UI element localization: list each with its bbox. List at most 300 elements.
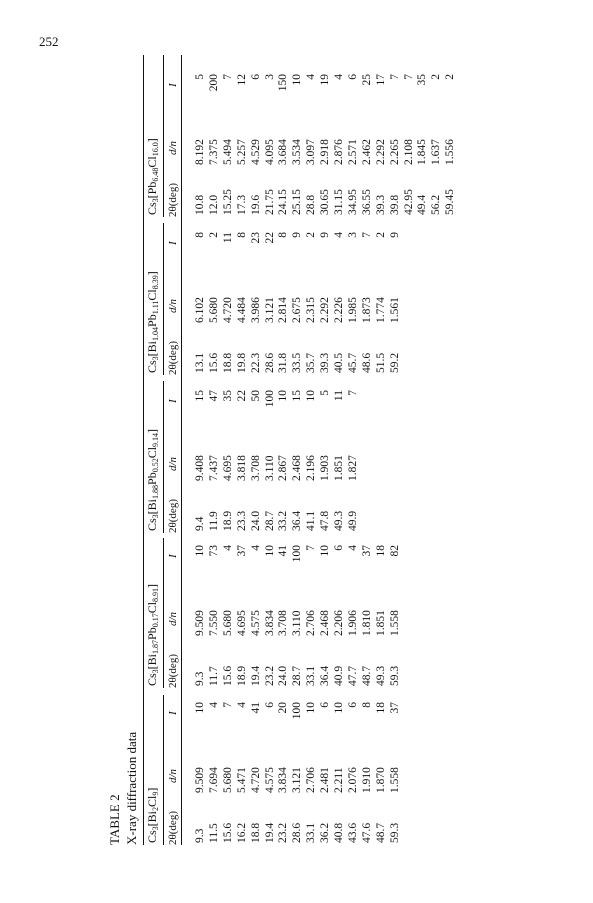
cell-d-spacing: 2.675 — [291, 297, 304, 323]
cell-two-theta: 28.6 — [291, 822, 304, 843]
cell-two-theta: 13.1 — [194, 352, 206, 373]
cell-d-spacing: 1.903 — [319, 455, 332, 481]
cell-intensity: 2 — [305, 232, 318, 238]
col-header-two-theta: 2θ(deg) — [167, 183, 179, 217]
cell-intensity: 4 — [249, 545, 262, 551]
cell-two-theta: 59.2 — [388, 352, 401, 373]
cell-two-theta: 33.1 — [305, 822, 318, 843]
cell-two-theta: 49.3 — [333, 510, 345, 531]
cell-two-theta: 18.9 — [221, 510, 234, 531]
formula-base: Cs — [145, 202, 159, 215]
cell-two-theta: 10.8 — [194, 194, 206, 215]
col-header-two-theta: 2θ(deg) — [167, 654, 179, 688]
formula-element: [Bi — [145, 340, 159, 357]
cell-intensity: 4 — [207, 702, 220, 708]
formula-base: Cs — [145, 360, 159, 373]
cell-intensity: 11 — [221, 232, 234, 244]
cell-d-spacing: 5.680 — [207, 297, 220, 323]
formula-subscript: 9 — [151, 791, 160, 796]
cell-two-theta: 11.9 — [207, 511, 220, 531]
cell-d-spacing: 1.774 — [374, 297, 387, 323]
formula-element: Cl — [145, 795, 159, 807]
cell-intensity: 7 — [305, 545, 318, 551]
cell-intensity: 9 — [319, 232, 332, 238]
cell-d-spacing: 2.292 — [374, 139, 387, 165]
cell-d-spacing: 2.076 — [346, 767, 359, 793]
cell-two-theta: 25.15 — [291, 189, 304, 215]
cell-d-spacing: 4.720 — [221, 297, 234, 323]
cell-two-theta: 34.95 — [346, 189, 359, 215]
cell-d-spacing: 2.196 — [305, 455, 318, 481]
cell-two-theta: 45.7 — [346, 352, 359, 373]
col-header-d-spacing: d/n — [167, 456, 179, 471]
cell-d-spacing: 4.095 — [263, 139, 276, 165]
formula-element: Pb — [145, 314, 159, 327]
col-header-d-spacing: d/n — [167, 140, 179, 155]
cell-d-spacing: 3.834 — [263, 610, 276, 636]
cell-d-spacing: 2.481 — [319, 767, 332, 793]
formula-subscript: 3 — [151, 669, 160, 674]
cell-d-spacing: 1.910 — [360, 767, 373, 793]
cell-d-spacing: 1.558 — [388, 767, 401, 793]
cell-two-theta: 40.8 — [333, 822, 345, 843]
formula-element: ] — [145, 583, 159, 588]
cell-intensity: 3 — [346, 232, 359, 238]
cell-d-spacing: 5.680 — [221, 610, 234, 636]
cell-d-spacing: 2.462 — [360, 139, 373, 165]
group-formula-header — [145, 429, 160, 531]
formula-element: Cl — [145, 601, 159, 614]
cell-d-spacing: 1.556 — [444, 139, 457, 165]
cell-two-theta: 49.3 — [374, 665, 387, 686]
cell-intensity: 200 — [207, 74, 220, 92]
col-header-intensity: I — [167, 399, 179, 403]
cell-two-theta: 15.6 — [221, 822, 234, 843]
col-header-intensity: I — [167, 554, 179, 558]
formula-element: [Bi — [145, 498, 159, 515]
cell-two-theta: 41.1 — [305, 510, 318, 531]
cell-intensity: 4 — [221, 545, 234, 551]
col-header-two-theta: 2θ(deg) — [167, 811, 179, 845]
cell-intensity: 10 — [291, 74, 304, 86]
cell-intensity: 10 — [277, 390, 290, 402]
cell-two-theta: 19.4 — [263, 822, 276, 843]
formula-subscript: 6.48 — [151, 167, 160, 182]
formula-subscript: 8.91 — [151, 587, 160, 602]
formula-subscript: 1.04 — [151, 326, 160, 341]
cell-d-spacing: 1.870 — [374, 767, 387, 793]
cell-two-theta: 28.7 — [291, 665, 304, 686]
cell-intensity: 10 — [305, 702, 318, 714]
cell-two-theta: 16.2 — [235, 822, 248, 843]
cell-d-spacing: 1.851 — [374, 610, 387, 636]
cell-intensity: 2 — [207, 232, 220, 238]
cell-two-theta: 48.6 — [360, 352, 373, 373]
cell-d-spacing: 1.851 — [333, 455, 345, 481]
cell-two-theta: 40.5 — [333, 352, 345, 373]
cell-intensity: 2 — [374, 232, 387, 238]
cell-two-theta: 11.7 — [207, 666, 220, 686]
cell-intensity: 41 — [249, 702, 262, 714]
cell-intensity: 47 — [207, 390, 220, 402]
cell-d-spacing: 3.121 — [291, 767, 304, 793]
cell-d-spacing: 2.706 — [305, 767, 318, 793]
cell-d-spacing: 2.315 — [305, 297, 318, 323]
cell-intensity: 11 — [333, 390, 345, 402]
formula-element: [Bi — [145, 653, 159, 670]
group-header-rule — [163, 381, 164, 533]
cell-intensity: 50 — [249, 390, 262, 402]
cell-intensity: 100 — [263, 390, 276, 408]
cell-two-theta: 35.7 — [305, 352, 318, 373]
col-header-intensity: I — [167, 241, 179, 245]
formula-base: Cs — [145, 673, 159, 686]
cell-two-theta: 56.2 — [430, 194, 443, 215]
cell-intensity: 17 — [374, 74, 387, 86]
col-header-two-theta: 2θ(deg) — [167, 341, 179, 375]
cell-two-theta: 19.8 — [235, 352, 248, 373]
formula-subscript: 3 — [151, 826, 160, 831]
col-header-intensity: I — [167, 83, 179, 87]
cell-two-theta: 15.6 — [221, 665, 234, 686]
cell-d-spacing: 3.708 — [277, 610, 290, 636]
xray-diffraction-table — [143, 55, 478, 845]
cell-intensity: 10 — [194, 702, 206, 714]
cell-two-theta: 47.7 — [346, 665, 359, 686]
cell-two-theta: 43.6 — [346, 822, 359, 843]
cell-two-theta: 19.6 — [249, 194, 262, 215]
cell-intensity: 7 — [221, 702, 234, 708]
cell-intensity: 2 — [444, 74, 457, 80]
cell-two-theta: 18.9 — [235, 665, 248, 686]
cell-intensity: 4 — [346, 545, 359, 551]
cell-intensity: 22 — [263, 232, 276, 244]
cell-intensity: 35 — [416, 74, 429, 86]
cell-two-theta: 36.4 — [319, 665, 332, 686]
cell-intensity: 5 — [319, 390, 332, 396]
col-header-two-theta: 2θ(deg) — [167, 499, 179, 533]
cell-d-spacing: 3.684 — [277, 139, 290, 165]
cell-d-spacing: 2.814 — [277, 297, 290, 323]
cell-d-spacing: 3.818 — [235, 455, 248, 481]
cell-intensity: 4 — [333, 74, 345, 80]
cell-two-theta: 18.8 — [249, 822, 262, 843]
col-header-d-spacing: d/n — [167, 298, 179, 313]
cell-two-theta: 21.75 — [263, 189, 276, 215]
cell-intensity: 7 — [221, 74, 234, 80]
group-formula-header — [145, 138, 160, 215]
cell-intensity: 6 — [346, 74, 359, 80]
formula-element: [Bi — [145, 810, 159, 827]
cell-d-spacing: 2.571 — [346, 139, 359, 165]
cell-intensity: 10 — [333, 702, 345, 714]
cell-d-spacing: 6.102 — [194, 297, 206, 323]
cell-d-spacing: 1.985 — [346, 297, 359, 323]
cell-intensity: 6 — [319, 702, 332, 708]
cell-d-spacing: 1.873 — [360, 297, 373, 323]
cell-intensity: 6 — [346, 702, 359, 708]
cell-intensity: 7 — [360, 232, 373, 238]
cell-two-theta: 36.55 — [360, 189, 373, 215]
cell-two-theta: 18.8 — [221, 352, 234, 373]
cell-intensity: 7 — [402, 74, 415, 80]
cell-two-theta: 23.3 — [235, 510, 248, 531]
formula-subscript: 1.88 — [151, 484, 160, 499]
cell-two-theta: 15.6 — [207, 352, 220, 373]
formula-subscript: 2 — [151, 806, 160, 811]
formula-element: ] — [145, 428, 159, 433]
cell-d-spacing: 3.110 — [291, 610, 304, 636]
cell-d-spacing: 5.471 — [235, 767, 248, 793]
cell-d-spacing: 7.550 — [207, 610, 220, 636]
cell-d-spacing: 9.408 — [194, 455, 206, 481]
cell-intensity: 15 — [291, 390, 304, 402]
cell-intensity: 100 — [291, 702, 304, 720]
cell-two-theta: 48.7 — [360, 665, 373, 686]
cell-intensity: 100 — [291, 545, 304, 563]
cell-two-theta: 28.7 — [263, 510, 276, 531]
cell-intensity: 7 — [346, 390, 359, 396]
formula-element: Cl — [145, 446, 159, 459]
cell-two-theta: 42.95 — [402, 189, 415, 215]
formula-element: Cl — [145, 289, 159, 301]
cell-two-theta: 31.15 — [333, 189, 345, 215]
cell-d-spacing: 2.206 — [333, 610, 345, 636]
cell-d-spacing: 8.192 — [194, 139, 206, 165]
cell-intensity: 8 — [194, 232, 206, 238]
formula-subscript: 3 — [151, 198, 160, 203]
group-header-rule — [163, 538, 164, 688]
cell-d-spacing: 1.827 — [346, 455, 359, 481]
cell-d-spacing: 4.575 — [249, 610, 262, 636]
cell-two-theta: 33.2 — [277, 510, 290, 531]
rotated-table-block — [106, 55, 478, 845]
formula-element: Pb — [145, 627, 159, 640]
cell-two-theta: 36.4 — [291, 510, 304, 531]
cell-two-theta: 48.7 — [374, 822, 387, 843]
cell-two-theta: 59.45 — [444, 189, 457, 215]
formula-base: Cs — [145, 830, 159, 843]
cell-d-spacing: 2.108 — [402, 139, 415, 165]
cell-intensity: 73 — [207, 545, 220, 557]
formula-subscript: 8.39 — [151, 275, 160, 290]
cell-d-spacing: 7.437 — [207, 455, 220, 481]
cell-d-spacing: 2.468 — [291, 455, 304, 481]
cell-intensity: 22 — [235, 390, 248, 402]
cell-two-theta: 9.3 — [194, 671, 206, 686]
cell-two-theta: 28.8 — [305, 194, 318, 215]
cell-d-spacing: 5.257 — [235, 139, 248, 165]
cell-two-theta: 49.4 — [416, 194, 429, 215]
cell-intensity: 10 — [319, 545, 332, 557]
cell-d-spacing: 7.375 — [207, 139, 220, 165]
cell-d-spacing: 1.561 — [388, 297, 401, 323]
cell-two-theta: 39.8 — [388, 194, 401, 215]
cell-intensity: 4 — [235, 702, 248, 708]
cell-d-spacing: 1.558 — [388, 610, 401, 636]
formula-subscript: 0.17 — [151, 613, 160, 628]
cell-intensity: 12 — [235, 74, 248, 86]
cell-d-spacing: 3.121 — [263, 297, 276, 323]
cell-two-theta: 9.4 — [194, 516, 206, 531]
formula-element: Cl — [145, 156, 159, 168]
cell-two-theta: 15.25 — [221, 189, 234, 215]
cell-two-theta: 17.3 — [235, 194, 248, 215]
cell-intensity: 10 — [194, 545, 206, 557]
formula-subscript: 1.11 — [151, 300, 160, 315]
cell-intensity: 6 — [249, 74, 262, 80]
cell-d-spacing: 5.494 — [221, 139, 234, 165]
col-header-intensity: I — [167, 711, 179, 715]
cell-intensity: 150 — [277, 74, 290, 92]
cell-intensity: 37 — [360, 545, 373, 557]
cell-d-spacing: 2.265 — [388, 139, 401, 165]
cell-d-spacing: 2.918 — [319, 139, 332, 165]
cell-intensity: 37 — [388, 702, 401, 714]
cell-intensity: 19 — [319, 74, 332, 86]
cell-intensity: 4 — [333, 232, 345, 238]
formula-element: ] — [145, 138, 159, 143]
cell-d-spacing: 4.695 — [221, 455, 234, 481]
formula-subscript: 16.0 — [151, 142, 160, 157]
cell-d-spacing: 2.211 — [333, 767, 345, 793]
cell-two-theta: 33.5 — [291, 352, 304, 373]
cell-intensity: 37 — [235, 545, 248, 557]
cell-d-spacing: 4.529 — [249, 139, 262, 165]
cell-intensity: 9 — [388, 232, 401, 238]
cell-d-spacing: 2.706 — [305, 610, 318, 636]
cell-d-spacing: 7.694 — [207, 767, 220, 793]
cell-d-spacing: 4.484 — [235, 297, 248, 323]
cell-d-spacing: 9.509 — [194, 610, 206, 636]
cell-intensity: 25 — [360, 74, 373, 86]
cell-two-theta: 24.0 — [249, 510, 262, 531]
cell-intensity: 8 — [277, 232, 290, 238]
cell-intensity: 35 — [221, 390, 234, 402]
group-header-rule — [163, 695, 164, 845]
cell-intensity: 2 — [430, 74, 443, 80]
cell-two-theta: 59.3 — [388, 822, 401, 843]
group-formula-header — [145, 788, 160, 843]
group-formula-header — [145, 584, 160, 686]
cell-intensity: 8 — [360, 702, 373, 708]
cell-d-spacing: 2.867 — [277, 455, 290, 481]
cell-two-theta: 47.8 — [319, 510, 332, 531]
cell-intensity: 23 — [249, 232, 262, 244]
cell-two-theta: 36.2 — [319, 822, 332, 843]
cell-two-theta: 33.1 — [305, 665, 318, 686]
cell-d-spacing: 3.834 — [277, 767, 290, 793]
table-label: TABLE 2 — [107, 794, 122, 845]
cell-two-theta: 23.2 — [277, 822, 290, 843]
cell-two-theta: 12.0 — [207, 194, 220, 215]
cell-intensity: 6 — [263, 702, 276, 708]
cell-d-spacing: 3.986 — [249, 297, 262, 323]
col-header-d-spacing: d/n — [167, 611, 179, 626]
cell-intensity: 4 — [305, 74, 318, 80]
formula-element: ] — [145, 271, 159, 276]
cell-d-spacing: 2.226 — [333, 297, 345, 323]
group-formula-header — [145, 271, 160, 373]
cell-d-spacing: 4.720 — [249, 767, 262, 793]
formula-element: ] — [145, 787, 159, 792]
cell-intensity: 41 — [277, 545, 290, 557]
cell-intensity: 18 — [374, 702, 387, 714]
cell-two-theta: 51.5 — [374, 352, 387, 373]
cell-d-spacing: 3.110 — [263, 455, 276, 481]
cell-d-spacing: 1.810 — [360, 610, 373, 636]
table-header-rule — [181, 55, 182, 845]
cell-intensity: 10 — [305, 390, 318, 402]
table-caption-block — [106, 545, 140, 845]
formula-subscript: 1.87 — [151, 639, 160, 654]
formula-subscript: 3 — [151, 514, 160, 519]
table-top-rule — [143, 55, 144, 845]
cell-intensity: 3 — [263, 74, 276, 80]
group-header-rule — [163, 55, 164, 217]
cell-d-spacing: 4.695 — [235, 610, 248, 636]
cell-d-spacing: 9.509 — [194, 767, 206, 793]
formula-subscript: 9.14 — [151, 432, 160, 447]
cell-two-theta: 22.3 — [249, 352, 262, 373]
cell-d-spacing: 3.534 — [291, 139, 304, 165]
cell-two-theta: 40.9 — [333, 665, 345, 686]
cell-intensity: 15 — [194, 390, 206, 402]
cell-two-theta: 39.3 — [319, 352, 332, 373]
cell-intensity: 10 — [263, 545, 276, 557]
table-caption: X-ray diffraction data — [124, 731, 139, 845]
cell-two-theta: 31.8 — [277, 352, 290, 373]
cell-intensity: 20 — [277, 702, 290, 714]
cell-d-spacing: 3.708 — [249, 455, 262, 481]
cell-d-spacing: 1.845 — [416, 139, 429, 165]
cell-two-theta: 24.0 — [277, 665, 290, 686]
cell-d-spacing: 3.097 — [305, 139, 318, 165]
cell-two-theta: 11.5 — [207, 823, 220, 843]
cell-two-theta: 59.3 — [388, 665, 401, 686]
formula-subscript: 0.52 — [151, 458, 160, 473]
cell-two-theta: 39.3 — [374, 194, 387, 215]
cell-two-theta: 23.2 — [263, 665, 276, 686]
cell-intensity: 5 — [194, 74, 206, 80]
cell-two-theta: 9.3 — [194, 828, 206, 843]
page-number: 252 — [39, 34, 59, 49]
cell-two-theta: 24.15 — [277, 189, 290, 215]
cell-intensity: 7 — [388, 74, 401, 80]
cell-two-theta: 47.6 — [360, 822, 373, 843]
cell-two-theta: 19.4 — [249, 665, 262, 686]
col-header-d-spacing: d/n — [167, 768, 179, 783]
formula-base: Cs — [145, 518, 159, 531]
formula-element: Pb — [145, 472, 159, 485]
cell-d-spacing: 1.637 — [430, 139, 443, 165]
cell-intensity: 9 — [291, 232, 304, 238]
formula-element: [Pb — [145, 181, 159, 199]
cell-d-spacing: 1.906 — [346, 610, 359, 636]
cell-d-spacing: 2.292 — [319, 297, 332, 323]
cell-d-spacing: 4.575 — [263, 767, 276, 793]
group-header-rule — [163, 223, 164, 375]
cell-intensity: 6 — [333, 545, 345, 551]
cell-d-spacing: 2.876 — [333, 139, 345, 165]
formula-subscript: 3 — [151, 356, 160, 361]
cell-two-theta: 28.6 — [263, 352, 276, 373]
cell-two-theta: 30.65 — [319, 189, 332, 215]
cell-d-spacing: 5.680 — [221, 767, 234, 793]
cell-intensity: 18 — [374, 545, 387, 557]
cell-intensity: 82 — [388, 545, 401, 557]
cell-d-spacing: 2.468 — [319, 610, 332, 636]
